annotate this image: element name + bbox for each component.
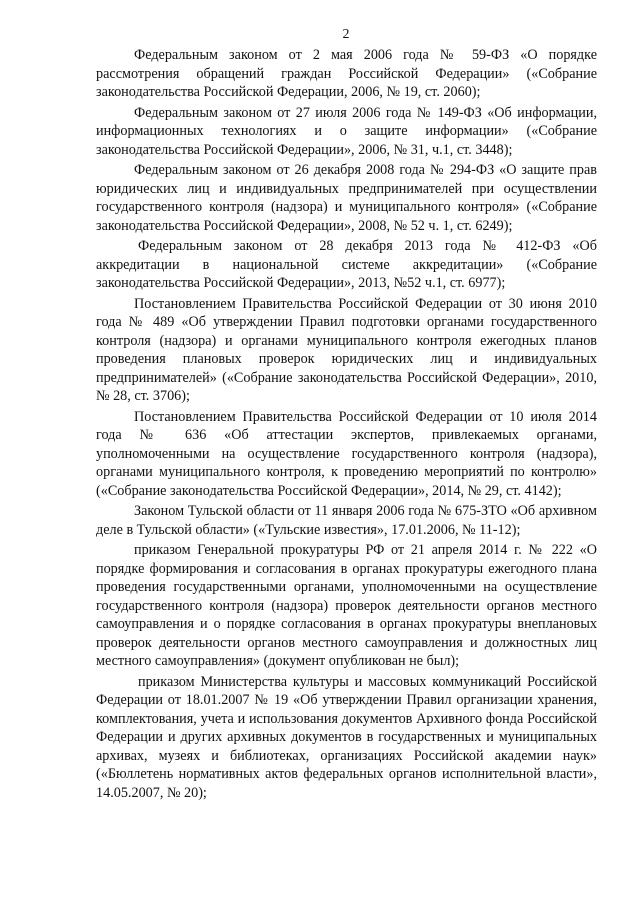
paragraph-law-412-fz: Федеральным законом от 28 декабря 2013 года № 412-ФЗ «Об аккредитации в национальной системе аккредитации» («Собрание законодательства Российской Федерации», 2013, №52 ч.1, ст. 6977);: [96, 238, 597, 291]
paragraph-law-59-fz: Федеральным законом от 2 мая 2006 года № 59-ФЗ «О порядке рассмотрения обращений граждан Российской Федерации» («Собрание законодательства Российской Федерации, 2006, № 19, ст. 2060);: [96, 47, 597, 100]
page-number: 2: [342, 27, 350, 42]
paragraph-resolution-636: Постановлением Правительства Российской Федерации от 10 июля 2014 года № 636 «Об аттестации экспертов, привлекаемых органами, уполномоченными на осуществление государственного контроля (надзора), органами муниципального контроля, к проведению мероприятий по контролю» («Собрание законодательства Российской Федерации», 2014, № 29, ст. 4142);: [96, 408, 597, 499]
paragraph-ministry-order-19: приказом Министерства культуры и массовых коммуникаций Российской Федерации от 18.01.2007 № 19 «Об утверждении Правил организации хранения, комплектования, учета и использования документов Архивного фонда Российской Федерации и других архивных документов в государственных и муниципальных архивах, музеях и библиотеках, организациях Российской академии наук» («Бюллетень нормативных актов федеральных органов исполнительной власти», 14.05.2007, № 20);: [96, 673, 597, 801]
paragraph-resolution-489: Постановлением Правительства Российской Федерации от 30 июня 2010 года № 489 «Об утверждении Правил подготовки органами государственного контроля (надзора) и органами муниципального контроля ежегодных планов проведения плановых проверок юридических лиц и индивидуальных предпринимателей» («Собрание законодательства Российской Федерации», 2010, № 28, ст. 3706);: [96, 295, 597, 404]
document-body: [96, 46, 597, 804]
paragraph-law-149-fz: Федеральным законом от 27 июля 2006 года № 149-ФЗ «Об информации, информационных технологиях и о защите информации» («Собрание законодательства Российской Федерации», 2006, № 31, ч.1, ст. 3448);: [96, 104, 597, 158]
paragraph-law-294-fz: Федеральным законом от 26 декабря 2008 года № 294-ФЗ «О защите прав юридических лиц и индивидуальных предпринимателей при осуществлении государственного контроля (надзора) и муниципального контроля» («Собрание законодательства Российской Федерации», 2008, № 52 ч. 1, ст. 6249);: [96, 162, 597, 234]
paragraph-prosecutor-order-222: приказом Генеральной прокуратуры РФ от 21 апреля 2014 г. № 222 «О порядке формирования и согласования в органах прокуратуры ежегодного плана проведения государственными органами, уполномоченными на осуществление государственного контроля (надзора) проверок деятельности органов местного самоуправления и о порядке согласования в органах прокуратуры внеплановых проверок деятельности органов местного самоуправления и должностных лиц местного самоуправления» (документ опубликован не был);: [96, 542, 597, 669]
paragraph-tula-law-675-zto: Законом Тульской области от 11 января 2006 года № 675-ЗТО «Об архивном деле в Тульской области» («Тульские известия», 17.01.2006, № 11-12);: [96, 503, 597, 538]
